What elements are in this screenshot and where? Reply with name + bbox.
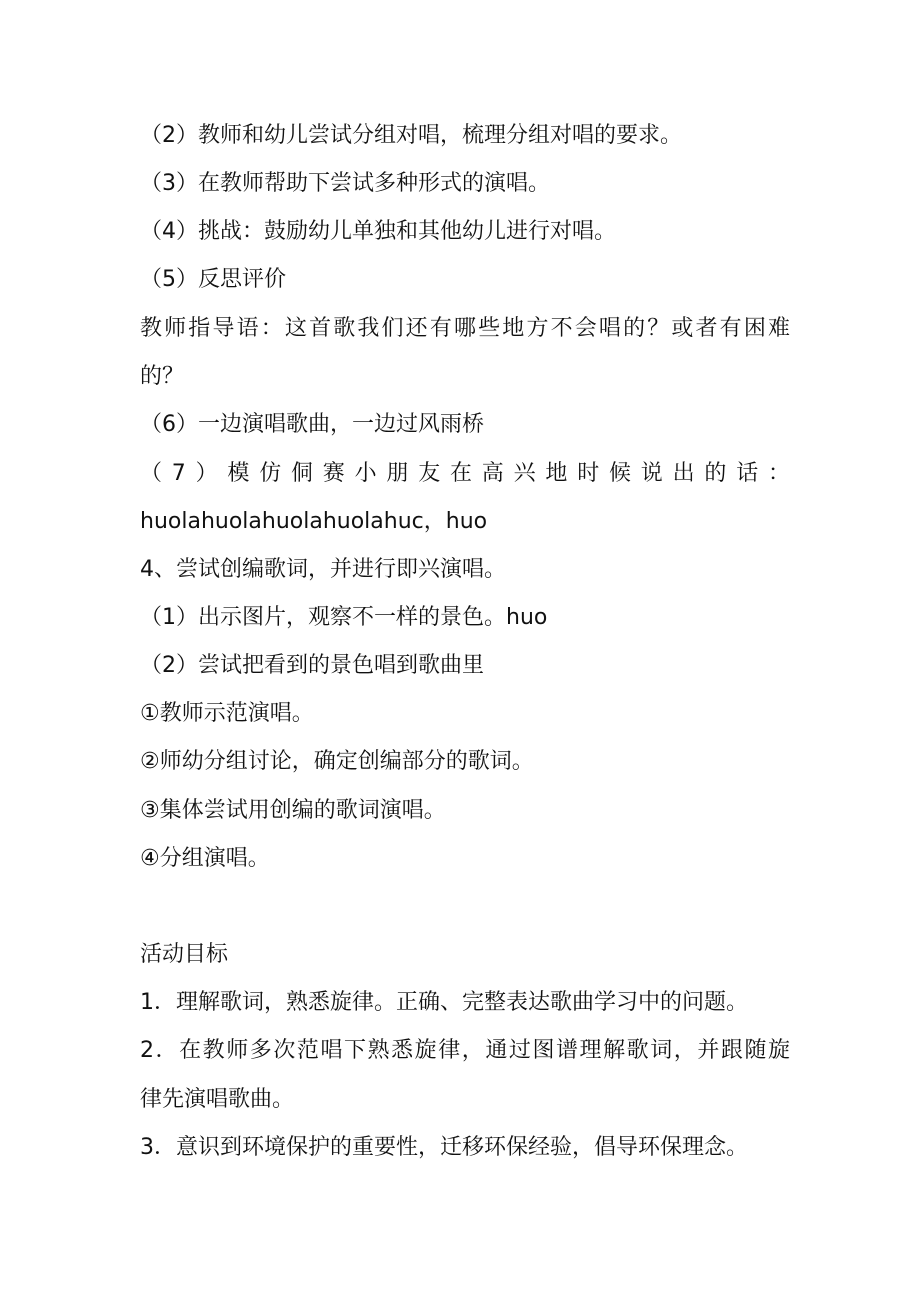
step-7-line: （7）模仿侗赛小朋友在高兴地时候说出的话： bbox=[140, 461, 790, 486]
circled-item-4: ④分组演唱。 bbox=[140, 846, 270, 871]
substep-1-line: （1）出示图片，观察不一样的景色。huo bbox=[140, 605, 548, 630]
circled-item-1: ①教师示范演唱。 bbox=[140, 701, 314, 726]
step-6-line: （6）一边演唱歌曲，一边过风雨桥 bbox=[140, 412, 484, 437]
objective-1: 1．理解歌词，熟悉旋律。正确、完整表达歌曲学习中的问题。 bbox=[140, 990, 748, 1015]
teacher-guide-line: 教师指导语：这首歌我们还有哪些地方不会唱的？或者有困难 bbox=[140, 316, 790, 341]
objectives-heading: 活动目标 bbox=[140, 942, 229, 967]
chant-line: huolahuolahuolahuolahuc，huo bbox=[140, 509, 488, 534]
substep-2-line: （2）尝试把看到的景色唱到歌曲里 bbox=[140, 653, 484, 678]
objective-3: 3．意识到环境保护的重要性，迁移环保经验，倡导环保理念。 bbox=[140, 1135, 748, 1160]
circled-item-2: ②师幼分组讨论，确定创编部分的歌词。 bbox=[140, 749, 534, 774]
circled-item-3: ③集体尝试用创编的歌词演唱。 bbox=[140, 798, 446, 823]
step-3-line: （3）在教师帮助下尝试多种形式的演唱。 bbox=[140, 171, 550, 196]
section-4-heading: 4、尝试创编歌词，并进行即兴演唱。 bbox=[140, 557, 506, 582]
step-2-line: （2）教师和幼儿尝试分组对唱，梳理分组对唱的要求。 bbox=[140, 123, 682, 148]
step-4-line: （4）挑战：鼓励幼儿单独和其他幼儿进行对唱。 bbox=[140, 219, 616, 244]
step-5-line: （5）反思评价 bbox=[140, 267, 286, 292]
objective-2-continuation: 律先演唱歌曲。 bbox=[140, 1087, 295, 1112]
objective-2: 2．在教师多次范唱下熟悉旋律，通过图谱理解歌词，并跟随旋 bbox=[140, 1038, 790, 1063]
teacher-guide-continuation: 的？ bbox=[140, 364, 185, 389]
